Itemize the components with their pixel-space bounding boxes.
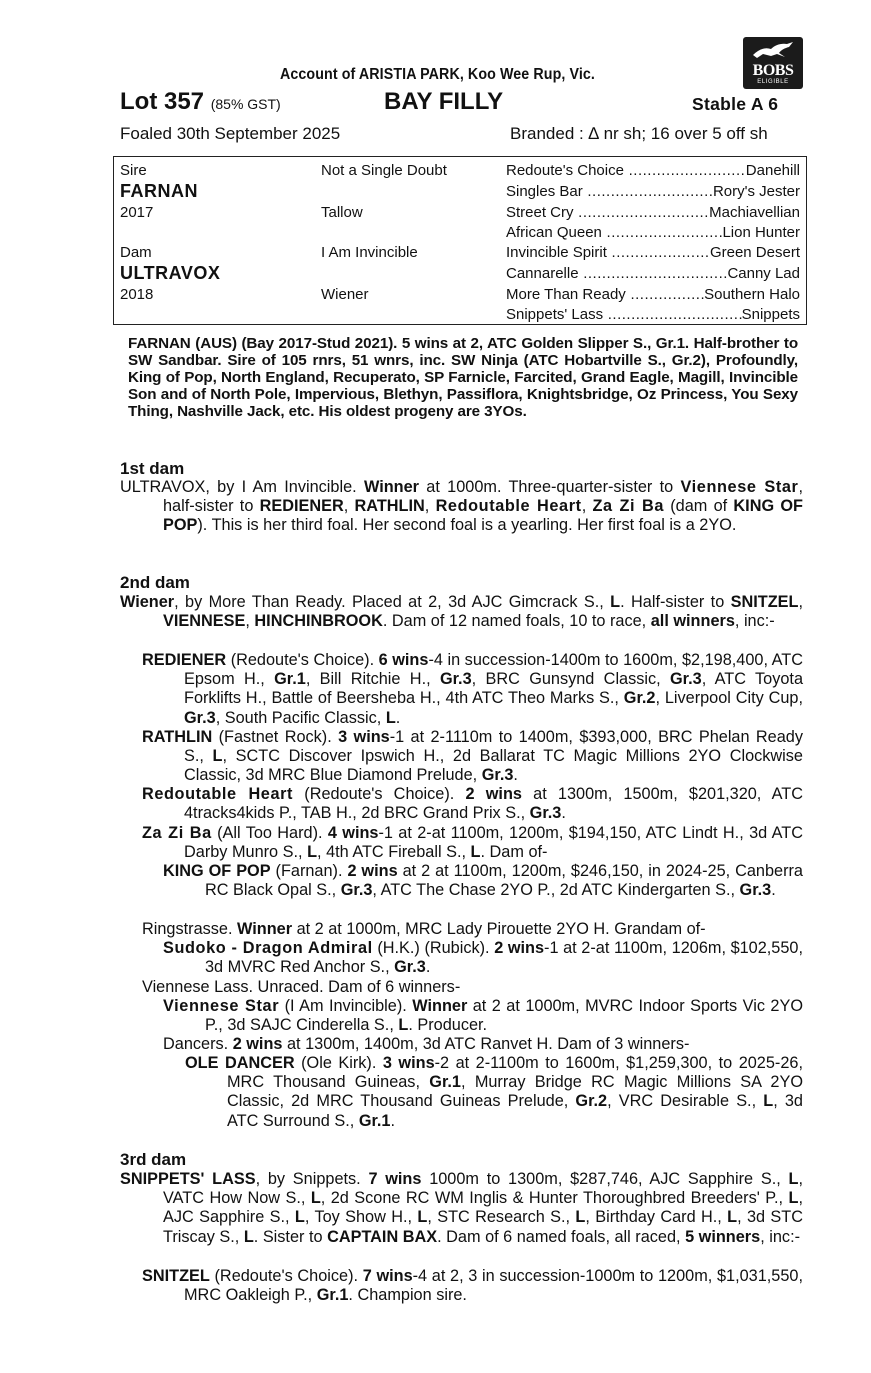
gen3-row <box>506 306 800 323</box>
dam-year: 2018 <box>120 286 154 303</box>
gst-note: (85% GST) <box>210 96 281 112</box>
progeny-entry: REDIENER (Redoute's Choice). 6 wins-4 in succession-1400m to 1600m, $2,198,400, ATC Epsom H., Gr.1, Bill Ritchie H., Gr.3, BRC Gunsynd Classic, Gr.3, ATC Toyota Forklifts H., Battle of Beersheba H., 4th ATC Theo Marks S., Gr.2, Liverpool City Cup, Gr.3, South Pacific Classic, L. <box>142 651 804 727</box>
gen3-row <box>506 244 800 261</box>
progeny-entry: Viennese Star (I Am Invincible). Winner at 2 at 1000m, MVRC Indoor Sports Vic 2YO P., 3d SAJC Cinderella S., L. Producer. <box>163 997 803 1035</box>
second-dam-paragraph: Wiener, by More Than Ready. Placed at 2, 3d AJC Gimcrack S., L. Half-sister to SNITZEL, VIENNESE, HINCHINBROOK. Dam of 12 named foals, 10 to race, all winners, inc:- <box>120 593 803 631</box>
sire-description: FARNAN (AUS) (Bay 2017-Stud 2021). 5 wins at 2, ATC Golden Slipper S., Gr.1. Half-brother to SW Sandbar. Sire of 105 rnrs, 51 wnrs, inc. SW Ninja (ATC Hobartville S., Gr.2), Profoundly, King of Pop, North England, Recuperato, SP Farnicle, Farcited, Grand Eagle, Magill, Invincible Son and of North Pole, Impervious, Blethyn, Passiflora, Knightsbridge, Oz Princess, You Sexy Thing, Nashville Jack, etc. His oldest progeny are 3YOs. <box>128 335 798 420</box>
gen3-name: Street Cry ..... <box>506 204 709 221</box>
dam-dam: Wiener <box>321 286 369 303</box>
gen3-sire: Rory's Jester <box>712 183 800 200</box>
gen3-name: Redoute's Choice ..... <box>506 162 746 179</box>
bobs-logo <box>743 37 803 89</box>
gen3-row <box>506 224 800 241</box>
dam-label: Dam <box>120 244 152 261</box>
progeny-entry: SNITZEL (Redoute's Choice). 7 wins-4 at 2, 3 in succession-1000m to 1200m, $1,031,550, MRC Oakleigh P., Gr.1. Champion sire. <box>142 1267 803 1305</box>
gen3-name: African Queen ..... <box>506 224 722 241</box>
gen3-sire: Canny Lad <box>727 265 800 282</box>
gen3-name: Snippets' Lass ..... <box>506 306 742 323</box>
gen3-row <box>506 265 800 282</box>
gen3-sire: Lion Hunter <box>722 224 800 241</box>
sire-sire: Not a Single Doubt <box>321 162 447 179</box>
bobs-logo-text: BOBS <box>752 62 794 79</box>
second-dam-heading: 2nd dam <box>120 573 190 592</box>
progeny-entry: Ringstrasse. Winner at 2 at 1000m, MRC Lady Pirouette 2YO H. Grandam of- <box>142 920 706 938</box>
dam-sire: I Am Invincible <box>321 244 418 261</box>
progeny-entry: Redoutable Heart (Redoute's Choice). 2 wins at 1300m, 1500m, $201,320, ATC 4tracks4kids P., TAB H., 2d BRC Grand Prix S., Gr.3. <box>142 785 803 823</box>
gen3-sire: Machiavellian <box>709 204 800 221</box>
gen3-name: Invincible Spirit ..... <box>506 244 710 261</box>
gen3-row <box>506 204 800 221</box>
horse-icon <box>751 41 795 61</box>
stable-location: Stable A 6 <box>692 94 779 114</box>
gen3-row <box>506 162 800 179</box>
pedigree-table <box>113 156 807 325</box>
gen3-sire: Southern Halo <box>704 286 800 303</box>
first-dam-paragraph: ULTRAVOX, by I Am Invincible. Winner at 1000m. Three-quarter-sister to Viennese Star, half-sister to REDIENER, RATHLIN, Redoutable Heart, Za Zi Ba (dam of KING OF POP). This is her third foal. Her second foal is a yearling. Her first foal is a 2YO. <box>120 478 803 535</box>
sire-name: FARNAN <box>120 181 198 201</box>
gen3-name: Cannarelle ..... <box>506 265 727 282</box>
progeny-entry: Viennese Lass. Unraced. Dam of 6 winners- <box>142 978 461 996</box>
progeny-entry: KING OF POP (Farnan). 2 wins at 2 at 1100m, 1200m, $246,150, in 2024-25, Canberra RC Black Opal S., Gr.3, ATC The Chase 2YO P., 2d ATC Kindergarten S., Gr.3. <box>163 862 803 900</box>
sire-dam: Tallow <box>321 204 363 221</box>
sire-year: 2017 <box>120 204 154 221</box>
third-dam-paragraph: SNIPPETS' LASS, by Snippets. 7 wins 1000m to 1300m, $287,746, AJC Sapphire S., L, VATC How Now S., L, 2d Scone RC WM Inglis & Hunter Thoroughbred Breeders' P., L, AJC Sapphire S., L, Toy Show H., L, STC Research S., L, Birthday Card H., L, 3d STC Triscay S., L. Sister to CAPTAIN BAX. Dam of 6 named foals, all raced, 5 winners, inc:- <box>120 1170 804 1246</box>
progeny-entry: Sudoko - Dragon Admiral (H.K.) (Rubick). 2 wins-1 at 2-at 1100m, 1206m, $102,550, 3d MVRC Red Anchor S., Gr.3. <box>163 939 803 977</box>
foaled-date: Foaled 30th September 2025 <box>120 124 341 143</box>
gen3-sire: Danehill <box>745 162 800 179</box>
horse-description: BAY FILLY <box>384 88 504 115</box>
gen3-row <box>506 286 800 303</box>
first-dam-heading: 1st dam <box>120 459 185 478</box>
gen3-name: Singles Bar ..... <box>506 183 713 200</box>
bobs-logo-subtext: ELIGIBLE <box>757 79 789 85</box>
third-dam-heading: 3rd dam <box>120 1150 187 1169</box>
gen3-name: More Than Ready ..... <box>506 286 704 303</box>
gen3-sire: Green Desert <box>709 244 800 261</box>
lot-label: Lot 357 <box>120 88 205 115</box>
gen3-row <box>506 183 800 200</box>
progeny-entry: Za Zi Ba (All Too Hard). 4 wins-1 at 2-at 1100m, 1200m, $194,150, ATC Lindt H., 3d ATC Darby Munro S., L, 4th ATC Fireball S., L. Dam of- <box>142 824 803 862</box>
progeny-entry: RATHLIN (Fastnet Rock). 3 wins-1 at 2-1110m to 1400m, $393,000, BRC Phelan Ready S., L, SCTC Discover Ipswich H., 2d Ballarat TC Magic Millions 2YO Clockwise Classic, 3d MRC Blue Diamond Prelude, Gr.3. <box>142 728 803 785</box>
progeny-entry: Dancers. 2 wins at 1300m, 1400m, 3d ATC Ranvet H. Dam of 3 winners- <box>163 1035 690 1053</box>
gen3-sire: Snippets <box>741 306 800 323</box>
lot-number <box>120 88 281 116</box>
branded-info: Branded : ∆ nr sh; 16 over 5 off sh <box>510 124 768 143</box>
dam-name: ULTRAVOX <box>120 263 221 283</box>
account-of: Account of ARISTIA PARK, Koo Wee Rup, Vic. <box>280 66 595 83</box>
sire-label: Sire <box>120 162 147 179</box>
progeny-entry: OLE DANCER (Ole Kirk). 3 wins-2 at 2-1100m to 1600m, $1,259,300, to 2025-26, MRC Thousand Guineas, Gr.1, Murray Bridge RC Magic Millions SA 2YO Classic, 2d MRC Thousand Guineas Prelude, Gr.2, VRC Desirable S., L, 3d ATC Surround S., Gr.1. <box>185 1054 803 1130</box>
